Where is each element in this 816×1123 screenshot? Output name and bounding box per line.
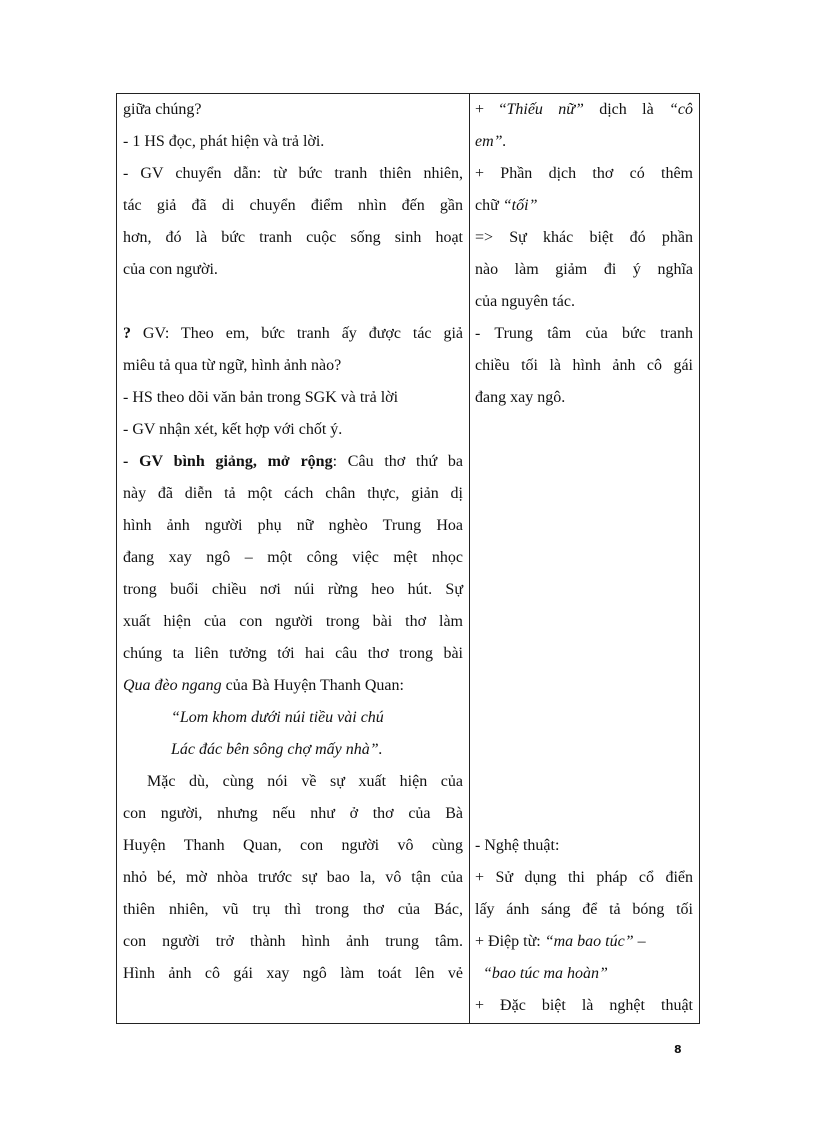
- text-fragment: chữ: [475, 197, 503, 214]
- text-line: này đã diễn tả một cách chân thực, giản dị: [123, 485, 463, 502]
- poem-line: Lác đác bên sông chợ mấy nhà”.: [171, 741, 383, 758]
- question-text: GV: Theo em, bức tranh ấy được tác giả: [131, 325, 463, 342]
- text-fragment: dịch là: [583, 101, 670, 118]
- text-line: [475, 100, 693, 120]
- text-line: miêu tả qua từ ngữ, hình ảnh nào?: [123, 357, 342, 374]
- text-line: + Đặc biệt là nghệt thuật: [475, 997, 693, 1014]
- text-line: đang xay ngô.: [475, 389, 566, 406]
- poem-line: “Lom khom dưới núi tiều vài chú: [171, 709, 384, 726]
- text-line: thiên nhiên, vũ trụ thì trong thơ của Bác,: [123, 901, 463, 918]
- text-line: - GV chuyển dẫn: từ bức tranh thiên nhiên,: [123, 165, 463, 182]
- commentary-line: [123, 452, 463, 472]
- text-line: tác giả đã di chuyển điểm nhìn đến gần: [123, 197, 463, 214]
- text-line: trong buổi chiều nơi núi rừng heo hút. Sự: [123, 581, 463, 598]
- text-line: nhỏ bé, mờ nhòa trước sự bao la, vô tận của: [123, 869, 463, 886]
- poem-title: Qua đèo ngang: [123, 677, 222, 694]
- page-number: 8: [674, 1043, 682, 1056]
- quoted-term: Thiếu nữ”: [506, 101, 584, 118]
- text-line: + Sử dụng thi pháp cổ điển: [475, 869, 693, 886]
- quoted-term: “ma bao túc” –: [544, 933, 646, 950]
- text-line: giữa chúng?: [123, 101, 202, 118]
- text-line: chiều tối là hình ảnh cô gái: [475, 357, 693, 374]
- text-fragment: của Bà Huyện Thanh Quan:: [221, 677, 404, 694]
- text-line: - Trung tâm của bức tranh: [475, 325, 693, 342]
- question-line: [123, 324, 463, 344]
- text-line: lấy ánh sáng để tả bóng tối: [475, 901, 693, 918]
- text-line: => Sự khác biệt đó phần: [475, 229, 693, 246]
- text-line: - HS theo dõi văn bản trong SGK và trả lời: [123, 389, 399, 406]
- text-line: của con người.: [123, 261, 218, 278]
- text-line: - Nghệ thuật:: [475, 837, 560, 854]
- text-line: của nguyên tác.: [475, 293, 575, 310]
- text-line: xuất hiện của con người trong bài thơ làm: [123, 613, 463, 630]
- text-line: em”.: [475, 133, 507, 150]
- text-line: hình ảnh người phụ nữ nghèo Trung Hoa: [123, 517, 463, 534]
- text-fragment: + “: [475, 101, 507, 118]
- text-line: Huyện Thanh Quan, con người vô cùng: [123, 837, 463, 854]
- text-line: “bao túc ma hoàn”: [483, 965, 608, 982]
- text-line: + Phần dịch thơ có thêm: [475, 165, 693, 182]
- question-mark: ?: [123, 325, 131, 342]
- text-line: Mặc dù, cùng nói về sự xuất hiện của: [147, 773, 463, 790]
- text-line: [475, 196, 693, 216]
- column-divider: [469, 94, 470, 1023]
- text-line: - GV nhận xét, kết hợp với chốt ý.: [123, 421, 343, 438]
- text-line: đang xay ngô – một công việc mệt nhọc: [123, 549, 463, 566]
- text-line: con người trở thành hình ảnh trung tâm.: [123, 933, 463, 950]
- text-fragment: + Điệp từ:: [475, 933, 545, 950]
- text-line: Hình ảnh cô gái xay ngô làm toát lên vẻ: [123, 965, 463, 982]
- commentary-heading: - GV bình giảng, mở rộng: [123, 453, 333, 470]
- quoted-term: “cô: [669, 101, 694, 118]
- text-line: [475, 932, 693, 952]
- quoted-term: “tối”: [502, 197, 538, 214]
- lesson-table: [116, 93, 700, 1024]
- commentary-text: : Câu thơ thứ ba: [332, 453, 464, 470]
- text-line: nào làm giảm đi ý nghĩa: [475, 261, 693, 278]
- text-line: con người, nhưng nếu như ở thơ của Bà: [123, 805, 463, 822]
- text-line: hơn, đó là bức tranh cuộc sống sinh hoạt: [123, 229, 463, 246]
- text-line: [123, 676, 463, 696]
- text-line: chúng ta liên tưởng tới hai câu thơ trong bài: [123, 645, 463, 662]
- text-line: - 1 HS đọc, phát hiện và trả lời.: [123, 133, 325, 150]
